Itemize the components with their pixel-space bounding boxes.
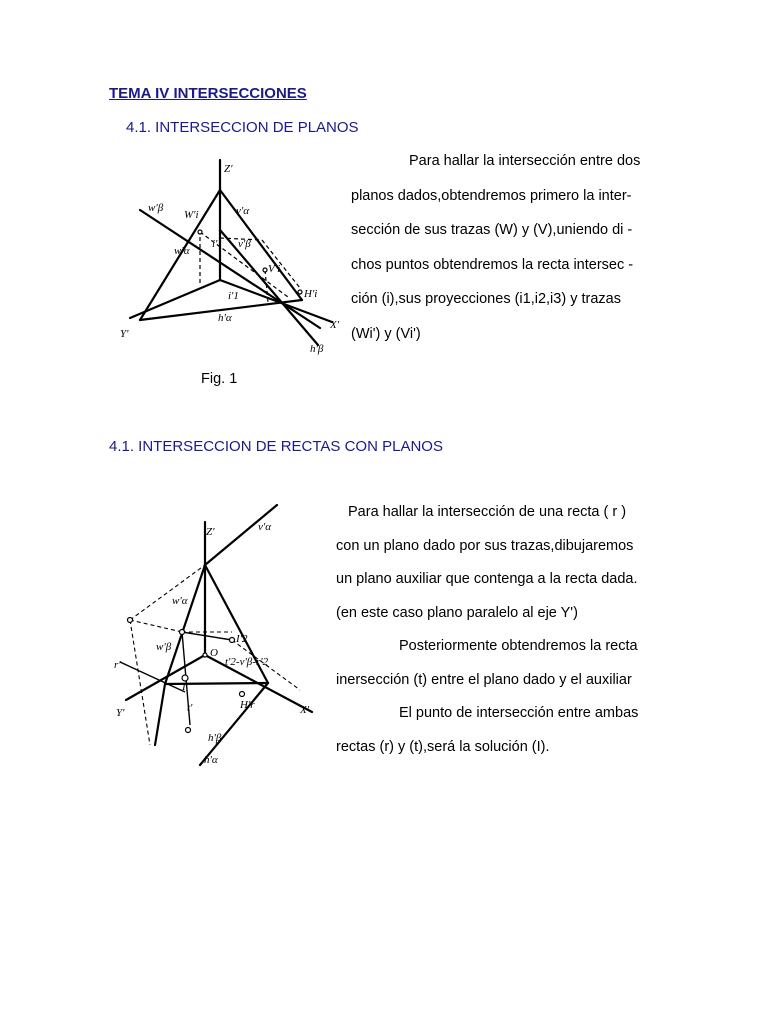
fig1-label-i: i' bbox=[212, 238, 218, 250]
fig2-label-r: r' bbox=[114, 659, 121, 671]
fig1-label-x: X' bbox=[330, 319, 340, 331]
fig1-label-w-beta: w'β bbox=[148, 202, 164, 214]
fig1-label-z: Z' bbox=[224, 163, 233, 175]
fig1-label-w-i: W'i bbox=[184, 209, 199, 221]
paragraph-line: El punto de intersección entre ambas bbox=[399, 705, 639, 721]
section-heading-rectas: 4.1. INTERSECCION DE RECTAS CON PLANOS bbox=[109, 438, 443, 455]
fig1-label-y: Y' bbox=[120, 328, 129, 340]
paragraph-line: inersección (t) entre el plano dado y el auxiliar bbox=[336, 671, 632, 688]
paragraph-line: un plano auxiliar que contenga a la recta dada. bbox=[336, 571, 638, 587]
fig1-label-h-i: H'i bbox=[304, 288, 318, 300]
document-title: TEMA IV INTERSECCIONES bbox=[109, 85, 307, 102]
fig2-label-h-beta: h'β bbox=[208, 732, 222, 744]
paragraph-line: sección de sus trazas (W) y (V),uniendo di - bbox=[351, 222, 633, 238]
fig2-label-z: Z' bbox=[206, 526, 215, 538]
fig2-label-i: I' bbox=[182, 681, 189, 693]
fig1-label-h-beta: h'β bbox=[310, 343, 324, 355]
figure-1-diagram bbox=[110, 150, 350, 360]
paragraph-line: planos dados,obtendremos primero la inter- bbox=[351, 187, 632, 204]
paragraph-line: con un plano dado por sus trazas,dibujaremos bbox=[336, 537, 634, 554]
fig1-label-i1: i'1 bbox=[228, 290, 239, 302]
section-heading-planos: 4.1. INTERSECCION DE PLANOS bbox=[126, 119, 359, 136]
fig2-label-o: O bbox=[210, 647, 218, 659]
paragraph-line: ción (i),sus proyecciones (i1,i2,i3) y trazas bbox=[351, 291, 621, 307]
fig2-label-i2: I'2 bbox=[236, 633, 248, 645]
paragraph-line: rectas (r) y (t),será la solución (I). bbox=[336, 738, 550, 755]
paragraph-line: chos puntos obtendremos la recta intersec - bbox=[351, 256, 634, 273]
paragraph-line: Para hallar la intersección entre dos bbox=[409, 153, 641, 169]
figure-caption: Fig. 1 bbox=[201, 371, 238, 387]
fig1-label-v-beta: v'β bbox=[238, 238, 251, 250]
fig2-label-w-alpha: w'α bbox=[172, 595, 188, 607]
paragraph-line: Para hallar la intersección de una recta ( r ) bbox=[348, 504, 627, 520]
figure-2-diagram bbox=[110, 500, 340, 775]
fig1-label-v-i: V'i bbox=[268, 263, 281, 275]
fig2-label-h: H'r bbox=[240, 699, 255, 711]
fig2-label-v-alpha: v'α bbox=[258, 521, 272, 533]
fig1-label-h-alpha: h'α bbox=[218, 312, 232, 324]
paragraph-planos bbox=[351, 144, 671, 351]
fig2-label-eq: t'2-v'β-r'2 bbox=[225, 656, 269, 668]
paragraph-line: Posteriormente obtendremos la recta bbox=[399, 638, 638, 654]
fig2-label-w-beta: w'β bbox=[156, 641, 172, 653]
fig1-label-v-alpha: v'α bbox=[236, 205, 250, 217]
paragraph-rectas bbox=[336, 496, 676, 764]
fig2-label-h-alpha: h'α bbox=[204, 754, 218, 766]
paragraph-line: (en este caso plano paralelo al eje Y') bbox=[336, 604, 578, 621]
fig2-label-x: X' bbox=[300, 704, 310, 716]
fig2-label-y: Y' bbox=[116, 707, 125, 719]
fig2-label-t: t' bbox=[187, 702, 193, 714]
paragraph-line: (Wi') y (Vi') bbox=[351, 325, 421, 342]
fig1-label-w-alpha: w'α bbox=[174, 245, 190, 257]
